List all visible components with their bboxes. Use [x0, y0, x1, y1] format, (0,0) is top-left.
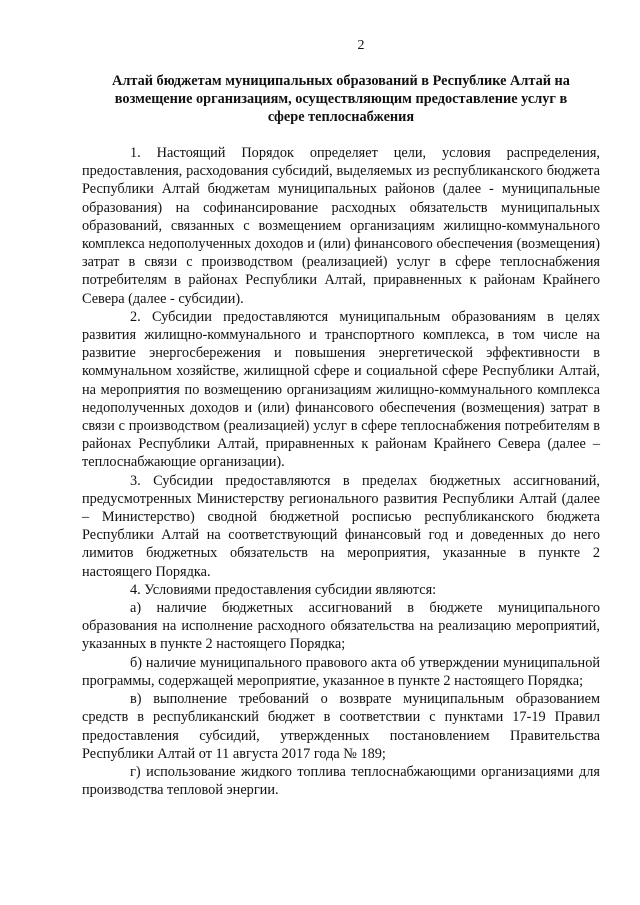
- heading-line: сфере теплоснабжения: [267, 109, 415, 125]
- section-heading: [82, 72, 600, 126]
- condition-d: г) использование жидкого топлива теплоснабжающими организациями для производства тепловой энергии.: [82, 763, 600, 799]
- paragraph-4: 4. Условиями предоставления субсидии являются:: [130, 581, 437, 598]
- page-number: 2: [357, 38, 365, 53]
- paragraph-2: 2. Субсидии предоставляются муниципальным образованиям в целях развития жилищно-коммунального и транспортного комплекса, в том числе на развитие энергосбережения и повышения энергетической эффективности в коммунальном хозяйстве, жилищной сфере и социальной сфере Республики Алтай, на мероприятия по возмещению организациям жилищно-коммунального комплекса недополученных доходов и (или) финансового обеспечения (возмещения) затрат в связи с производством (реализацией) услуг в сфере теплоснабжения потребителям в районах Республики Алтай, приравненных к районам Крайнего Севера (далее – теплоснабжающие организации).: [82, 308, 600, 471]
- paragraph-1: 1. Настоящий Порядок определяет цели, условия распределения, предоставления, расходования субсидий, выделяемых из республиканского бюджета Республики Алтай бюджетам муниципальных районов (далее - муниципальные образования) на софинансирование расходных обязательств муниципальных образований, связанных с возмещением организациям жилищно-коммунального комплекса недополученных доходов и (или) финансового обеспечения (возмещения) затрат в связи с производством (реализацией) услуг в сфере теплоснабжения потребителям в районах Республики Алтай, приравненных к районам Крайнего Севера (далее - субсидии).: [82, 145, 600, 307]
- condition-a: а) наличие бюджетных ассигнований в бюджете муниципального образования на исполнение расходного обязательства на реализацию мероприятий, указанных в пункте 2 настоящего Порядка;: [82, 600, 600, 653]
- condition-b: б) наличие муниципального правового акта об утверждении муниципальной программы, содержащей мероприятие, указанное в пункте 2 настоящего Порядка;: [82, 654, 600, 689]
- paragraph-3: 3. Субсидии предоставляются в пределах бюджетных ассигнований, предусмотренных Министерству регионального развития Республики Алтай (далее – Министерство) сводной бюджетной росписью республиканского бюджета Республики Алтай на соответствующий финансовый год и доведенных до него лимитов бюджетных обязательств на мероприятия, указанные в пункте 2 настоящего Порядка.: [82, 472, 600, 580]
- heading-line: возмещение организациям, осуществляющим предоставление услуг в: [114, 91, 568, 107]
- condition-c: в) выполнение требований о возврате муниципальным образованием средств в республиканский бюджет в соответствии с пунктами 17-19 Правил предоставления субсидий, утвержденных постановлением Правительства Республики Алтай от 11 августа 2017 года № 189;: [82, 691, 600, 762]
- heading-line: Алтай бюджетам муниципальных образований в Республике Алтай на: [112, 73, 570, 89]
